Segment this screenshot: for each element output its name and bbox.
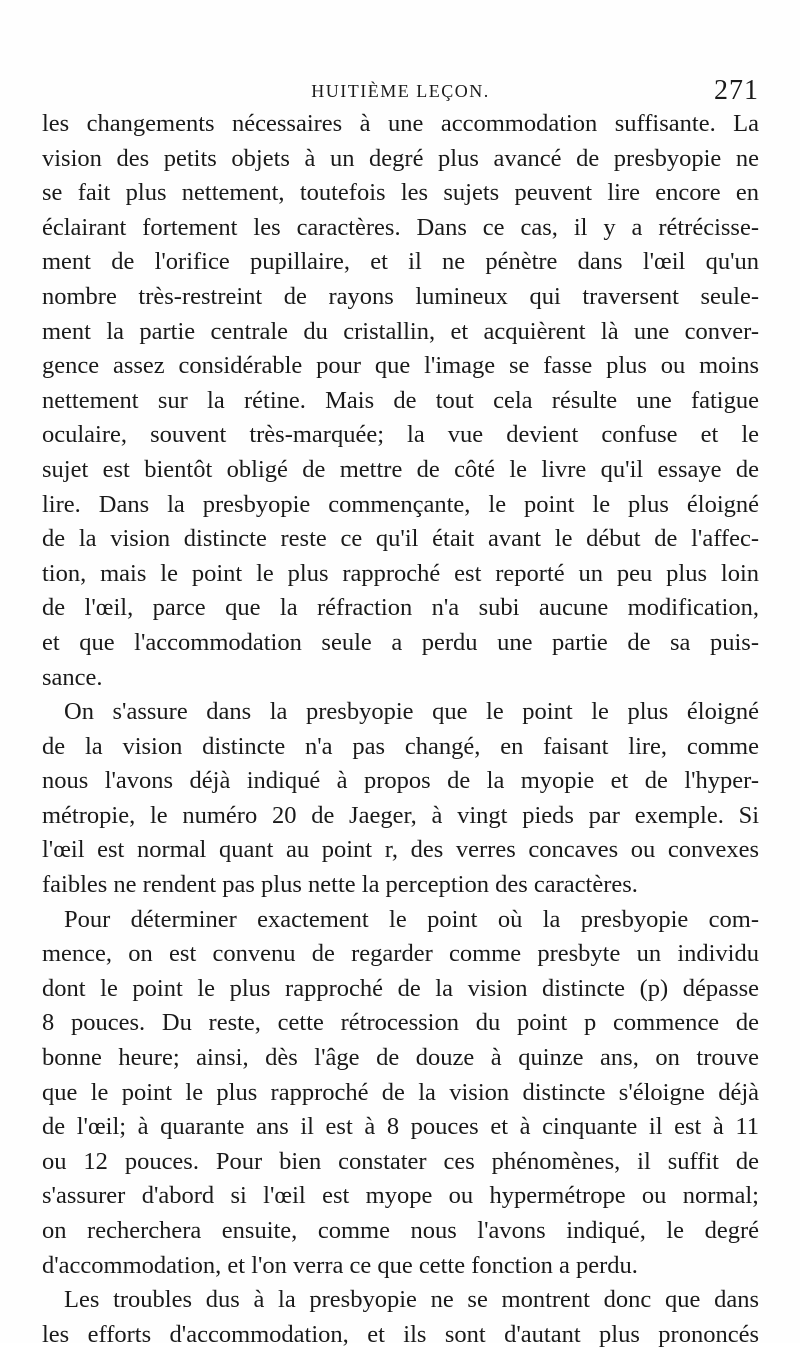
page-number: 271 — [714, 75, 759, 106]
text-line: et que l'accommodation seule a perdu une partie de sa puis- — [42, 628, 759, 656]
text-line: dont le point le plus rapproché de la vision distincte (p) dépasse — [42, 974, 759, 1002]
text-line: métropie, le numéro 20 de Jaeger, à vingt pieds par exemple. Si — [42, 801, 759, 829]
text-line: de l'œil, parce que la réfraction n'a subi aucune modification, — [42, 594, 759, 622]
text-line: ment de l'orifice pupillaire, et il ne pénètre dans l'œil qu'un — [42, 248, 759, 276]
text-line: éclairant fortement les caractères. Dans ce cas, il y a rétrécisse- — [42, 213, 759, 241]
text-line: vision des petits objets à un degré plus avancé de presbyopie ne — [42, 144, 759, 172]
text-line: de la vision distincte n'a pas changé, en faisant lire, comme — [42, 732, 759, 760]
text-line: l'œil est normal quant au point r, des verres concaves ou convexes — [42, 836, 759, 864]
text-line: on recherchera ensuite, comme nous l'avons indiqué, le degré — [42, 1217, 759, 1244]
text-line: nettement sur la rétine. Mais de tout cela résulte une fatigue — [42, 386, 759, 414]
text-line: bonne heure; ainsi, dès l'âge de douze à quinze ans, on trouve — [42, 1044, 759, 1072]
text-line: faibles ne rendent pas plus nette la perception des caractères. — [42, 871, 638, 899]
text-line: les changements nécessaires à une accommodation suffisante. La — [42, 110, 759, 137]
text-line: s'assurer d'abord si l'œil est myope ou hypermétrope ou normal; — [42, 1182, 759, 1210]
text-line: On s'assure dans la presbyopie que le point le plus éloigné — [64, 698, 759, 726]
text-line: de la vision distincte reste ce qu'il était avant le début de l'affec- — [42, 525, 759, 553]
running-title: HUITIÈME LEÇON. — [311, 81, 490, 101]
text-line: sance. — [42, 663, 103, 691]
text-line: gence assez considérable pour que l'image se fasse plus ou moins — [42, 352, 759, 380]
text-line: Pour déterminer exactement le point où la presbyopie com- — [64, 905, 759, 933]
running-head — [42, 74, 759, 108]
text-line: nombre très-restreint de rayons lumineux qui traversent seule- — [42, 282, 759, 310]
text-line: de l'œil; à quarante ans il est à 8 pouces et à cinquante il est à 11 — [42, 1113, 759, 1141]
text-line: tion, mais le point le plus rapproché est reporté un peu plus loin — [42, 559, 759, 587]
body-text — [42, 107, 759, 1352]
text-line: mence, on est convenu de regarder comme presbyte un individu — [42, 940, 759, 968]
text-line: sujet est bientôt obligé de mettre de côté le livre qu'il essaye de — [42, 455, 759, 483]
text-line: ou 12 pouces. Pour bien constater ces phénomènes, il suffit de — [42, 1147, 759, 1175]
text-line: que le point le plus rapproché de la vision distincte s'éloigne déjà — [42, 1078, 759, 1106]
text-line: 8 pouces. Du reste, cette rétrocession du point p commence de — [42, 1009, 759, 1037]
text-line: lire. Dans la presbyopie commençante, le point le plus éloigné — [42, 490, 759, 518]
text-line: se fait plus nettement, toutefois les sujets peuvent lire encore en — [42, 179, 759, 207]
text-line: Les troubles dus à la presbyopie ne se montrent donc que dans — [64, 1286, 759, 1314]
text-line: ment la partie centrale du cristallin, et acquièrent là une conver- — [42, 317, 759, 345]
text-line: nous l'avons déjà indiqué à propos de la myopie et de l'hyper- — [42, 767, 759, 795]
text-line: oculaire, souvent très-marquée; la vue devient confuse et le — [42, 421, 759, 449]
text-line: les efforts d'accommodation, et ils sont d'autant plus prononcés — [42, 1320, 759, 1348]
text-line: d'accommodation, et l'on verra ce que cette fonction a perdu. — [42, 1251, 638, 1279]
